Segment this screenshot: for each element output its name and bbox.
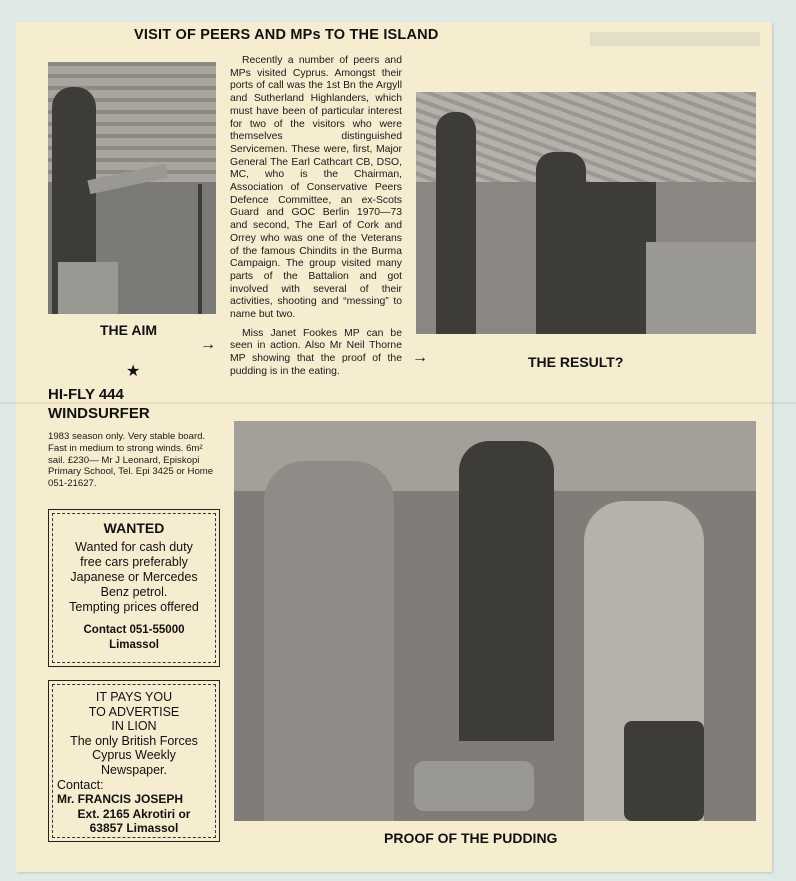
lion-line-1: IT PAYS YOU bbox=[95, 690, 173, 704]
caption-the-aim: THE AIM bbox=[100, 322, 158, 338]
wanted-contact-place: Limassol bbox=[109, 639, 159, 651]
wanted-line-3: Japanese or Mercedes bbox=[70, 570, 198, 584]
windsurfer-ad-title bbox=[48, 385, 150, 423]
windsurfer-title-line-2: WINDSURFER bbox=[48, 405, 150, 422]
lion-ad-body bbox=[49, 690, 219, 778]
star-separator: ★ bbox=[126, 363, 141, 380]
wanted-ad-box bbox=[48, 509, 220, 667]
lion-line-2: TO ADVERTISE bbox=[88, 704, 180, 719]
wanted-contact-number: Contact 051-55000 bbox=[83, 624, 185, 636]
caption-the-result: THE RESULT? bbox=[528, 354, 624, 370]
photo-the-result bbox=[416, 92, 756, 334]
article-headline: VISIT OF PEERS AND MPs TO THE ISLAND bbox=[134, 27, 439, 43]
lion-line-3: IN LION bbox=[111, 719, 157, 734]
wanted-title: WANTED bbox=[103, 520, 165, 536]
wanted-line-1: Wanted for cash duty bbox=[75, 540, 193, 554]
photo-the-aim bbox=[48, 62, 216, 314]
lion-line-6: Newspaper. bbox=[100, 762, 167, 777]
wanted-line-2: free cars preferably bbox=[80, 555, 188, 569]
arrow-left: → bbox=[200, 336, 216, 353]
windsurfer-ad-text: 1983 season only. Very stable board. Fast in medium to strong winds. 6m² sail. £230— Mr J Leonard, Episkopi Primary School, Tel. Epi 3425 or Home 051-21627. bbox=[48, 431, 214, 490]
wanted-line-5: Tempting prices offered bbox=[69, 600, 199, 614]
lion-contact-ext-2: 63857 Limassol bbox=[89, 821, 179, 836]
lion-contact-name: Mr. FRANCIS JOSEPH bbox=[57, 792, 184, 807]
photo-proof-of-the-pudding bbox=[234, 421, 756, 821]
lion-contact-label: Contact: bbox=[57, 777, 104, 792]
caption-proof-of-the-pudding: PROOF OF THE PUDDING bbox=[384, 830, 558, 846]
windsurfer-title-line-1: HI-FLY 444 bbox=[48, 386, 124, 403]
wanted-line-4: Benz petrol. bbox=[100, 585, 168, 599]
article-paragraph-1: Recently a number of peers and MPs visited Cyprus. Amongst their ports of call was the 1st Bn the Argyll and Sutherland Highlanders, which must have been of particular interest for two of the visitors who were themselves distinguished Servicemen. These were, first, Major General The Earl Cathcart CB, DSO, MC, who is the Chairman, Association of Conservative Peers Defence Committee, an ex-Scots Guard and GOC Berlin 1970—73 and second, The Earl of Cork and Orrey who was one of the Veterans of the famous Chindits in the Burma Campaign. The group visited many parts of the Battalion and got involved with several of their activities, shooting and “messing” to name but two. bbox=[230, 55, 402, 321]
lion-line-5: Cyprus Weekly bbox=[92, 748, 176, 763]
lion-line-4: The only British Forces bbox=[70, 733, 198, 748]
wanted-body bbox=[49, 540, 219, 615]
wanted-contact bbox=[49, 623, 219, 653]
lion-advertise-box bbox=[48, 680, 220, 842]
arrow-right: → bbox=[412, 349, 428, 366]
lion-contact-ext-1: Ext. 2165 Akrotiri or bbox=[77, 806, 191, 821]
article-paragraph-2: Miss Janet Fookes MP can be seen in action. Also Mr Neil Thorne MP showing that the proof of the pudding is in the eating. bbox=[230, 327, 402, 377]
torn-edge-strip bbox=[590, 32, 760, 46]
article-body bbox=[230, 55, 402, 385]
